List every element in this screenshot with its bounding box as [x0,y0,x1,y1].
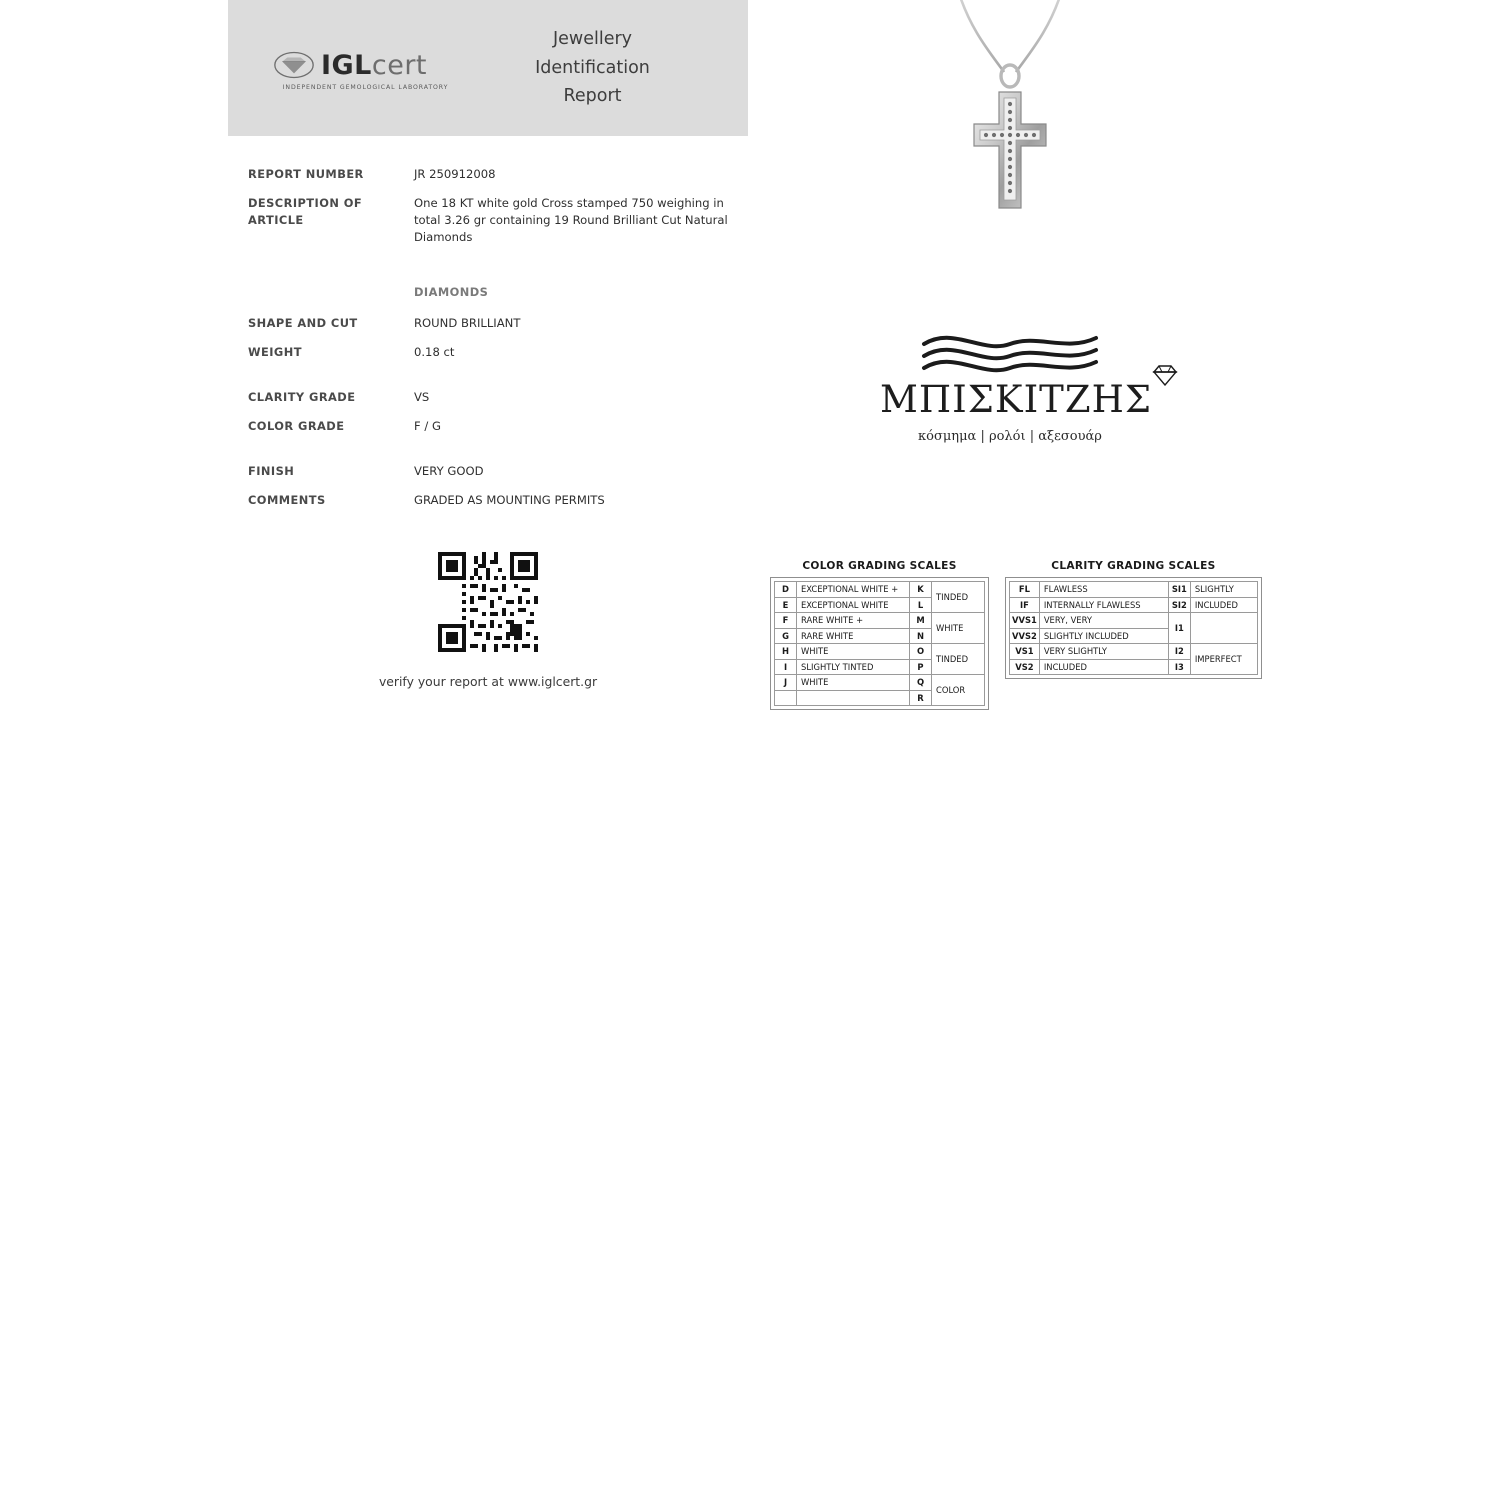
color-desc: RARE WHITE + [797,613,910,629]
color-code: J [775,675,797,691]
clarity-code-right: SI1 [1168,582,1190,598]
field-label: REPORT NUMBER [248,167,364,181]
clarity-desc: VERY SLIGHTLY [1039,644,1168,660]
clarity-category: IMPERFECT [1190,644,1257,675]
clarity-scale-table [1009,581,1258,675]
clarity-category [1190,613,1257,644]
grading-scales [770,560,1262,714]
clarity-grading-scale [1005,560,1262,714]
field-label: COLOR GRADE [248,419,345,434]
logo-wordmark [321,50,427,81]
table-row [1010,613,1258,629]
report-title-line-2: Identification [535,57,650,78]
product-image [900,0,1120,260]
color-desc: RARE WHITE [797,628,910,644]
clarity-category: SLIGHTLY [1190,582,1257,598]
field-value: One 18 KT white gold Cross stamped 750 weighing in total 3.26 gr containing 19 Round Brilliant Cut Natural Diamonds [414,196,728,245]
field-weight [248,344,748,361]
field-value: ROUND BRILLIANT [414,315,521,330]
clarity-code: VVS2 [1010,628,1040,644]
field-value: VS [414,389,430,404]
field-label: FINISH [248,464,295,479]
color-category: TINDED [932,644,985,675]
brand-name-text: ΜΠΙΣΚΙΤΖΗΣ [880,378,1152,421]
field-value: JR 250912008 [414,167,496,181]
color-code: H [775,644,797,660]
table-row [1010,644,1258,660]
qr-code-wrapper [228,552,748,652]
clarity-code: VS1 [1010,644,1040,660]
color-code: G [775,628,797,644]
color-desc: WHITE [797,644,910,660]
diamond-icon [1152,364,1178,386]
field-finish [248,463,748,480]
field-shape-and-cut [248,315,748,332]
color-code-right: K [910,582,932,598]
wave-logo-icon [920,330,1100,378]
brand-tagline: κόσμημα | ρολόι | αξεσουάρ [918,429,1102,444]
field-value: F / G [414,419,441,434]
diamonds-section-title: DIAMONDS [414,284,489,299]
color-code-right: Q [910,675,932,691]
field-value: GRADED AS MOUNTING PERMITS [414,493,605,508]
clarity-code: FL [1010,582,1040,598]
logo-cert: cert [371,49,428,81]
iglcert-logo [228,46,473,91]
clarity-code: VS2 [1010,659,1040,675]
field-comments [248,492,748,509]
color-desc: SLIGHTLY TINTED [797,659,910,675]
clarity-desc: SLIGHTLY INCLUDED [1039,628,1168,644]
table-row [775,613,985,629]
clarity-code: IF [1010,597,1040,613]
field-value: 0.18 ct [414,344,455,359]
color-desc: EXCEPTIONAL WHITE [797,597,910,613]
qr-code-icon[interactable] [438,552,538,652]
field-color-grade [248,418,748,435]
field-description-of-article [248,195,748,246]
brand-block [880,330,1152,444]
color-code: E [775,597,797,613]
clarity-code-right: I3 [1168,659,1190,675]
color-code-right: L [910,597,932,613]
field-label: WEIGHT [248,344,302,359]
color-category: TINDED [932,582,985,613]
clarity-code-right: SI2 [1168,597,1190,613]
table-row [775,644,985,660]
table-row [1010,597,1258,613]
diamond-logo-icon [274,50,314,80]
verify-text: verify your report at www.iglcert.gr [378,673,598,689]
field-label: COMMENTS [248,493,326,508]
color-scale-title: COLOR GRADING SCALES [802,560,957,572]
logo-subtitle: INDEPENDENT GEMOLOGICAL LABORATORY [282,83,449,91]
field-label: DESCRIPTION OF ARTICLE [248,196,363,227]
color-code: D [775,582,797,598]
clarity-category: INCLUDED [1190,597,1257,613]
color-code-spacer [775,690,797,706]
report-title-line-1: Jewellery [552,28,633,49]
clarity-scale-title: CLARITY GRADING SCALES [1051,560,1216,572]
brand-name [880,378,1152,421]
field-clarity-grade [248,389,748,406]
report-title [473,25,748,112]
clarity-desc: INTERNALLY FLAWLESS [1039,597,1168,613]
color-code-right: N [910,628,932,644]
table-row [1010,582,1258,598]
logo-igl: IGL [320,49,372,81]
field-report-number [248,166,748,183]
color-code-right: O [910,644,932,660]
color-grading-scale [770,560,989,714]
color-scale-table [774,581,985,706]
clarity-code-right: I1 [1168,613,1190,644]
color-category: WHITE [932,613,985,644]
clarity-code-right: I2 [1168,644,1190,660]
certificate-panel [228,0,748,689]
color-desc-spacer [797,690,910,706]
clarity-desc: VERY, VERY [1039,613,1168,629]
color-code-right: R [910,690,932,706]
table-row [775,675,985,691]
color-code: I [775,659,797,675]
field-label: CLARITY GRADE [248,389,356,404]
certificate-fields [228,166,748,510]
clarity-desc: INCLUDED [1039,659,1168,675]
table-row [775,582,985,598]
color-code: F [775,613,797,629]
color-category: COLOR [932,675,985,706]
report-title-line-3: Report [563,86,622,107]
field-label: SHAPE AND CUT [248,315,358,330]
color-code-right: M [910,613,932,629]
color-desc: EXCEPTIONAL WHITE + [797,582,910,598]
field-value: VERY GOOD [414,464,484,479]
clarity-code: VVS1 [1010,613,1040,629]
certificate-header [228,0,748,136]
color-code-right: P [910,659,932,675]
color-desc: WHITE [797,675,910,691]
clarity-desc: FLAWLESS [1039,582,1168,598]
